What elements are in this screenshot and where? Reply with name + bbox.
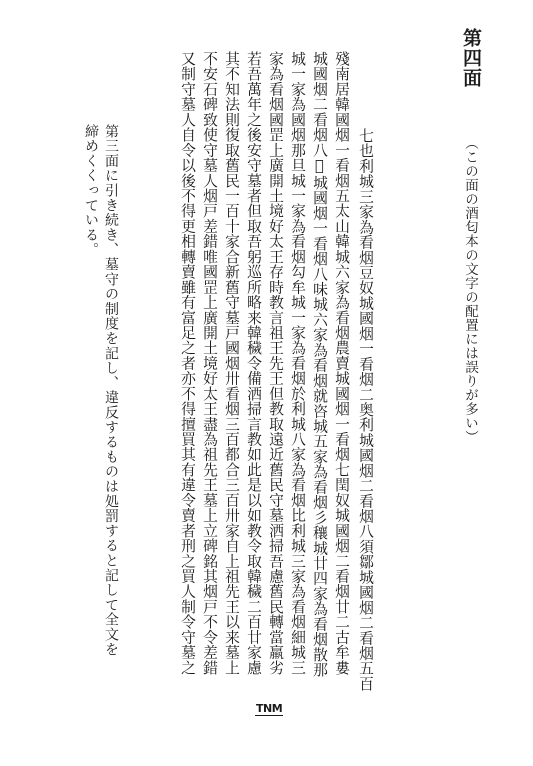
page-heading: 第四面 — [460, 28, 482, 88]
inscription-column: 七也利城三家為看烟豆奴城國烟一看烟二奥利城國烟二看烟八須鄒城國烟二看烟五百 — [357, 128, 374, 692]
inscription-column: 不安石碑致使守墓人烟戸差錯唯國罡上廣開土境好太王盡為祖先王墓上立碑銘其烟戸不令差錯 — [201, 51, 218, 676]
inscription-column: 城國烟二看烟八𤬲城國烟一看烟八味城六家為看烟就咨城五家為看烟彡穰城廿四家為看烟散那 — [311, 51, 328, 678]
inscription-column: 家為看烟國罡上廣開土境好太王存時教言祖王先王但教取遠近舊民守墓洒掃吾慮舊民轉當羸劣 — [267, 51, 284, 676]
inscription-column: 若吾萬年之後安守墓者但取吾躬巡所略来韓穢令備洒掃言教如此是以如教令取韓穢二百廿家慮 — [245, 51, 262, 676]
inscription-column: 其不知法則復取舊民一百十家合新舊守墓戸國烟卅看烟三百都合三百卅家自上祖先王以来墓上 — [223, 51, 240, 676]
footer-mark: TNM — [256, 702, 283, 715]
inscription-column: 又制守墓人自令以後不得更相轉賣雖有富足之者亦不得擅買其有違令賣者刑之買人制令守墓之 — [179, 51, 196, 676]
commentary-line: 締めくくっている。 — [83, 124, 99, 258]
inscription-column: 城一家為國烟那旦城一家為看烟勾牟城一家為看烟於利城八家為看烟比利城三家為看烟細城三 — [289, 51, 306, 676]
inscription-column: 殘南居韓國烟一看烟五太山韓城六家為看烟農賣城國烟一看烟七閏奴城國烟二看烟廿二古牟婁 — [333, 51, 350, 676]
commentary-line: 第三面に引き続き、墓守の制度を記し、違反するものは処罰すると記して全文を — [103, 124, 119, 657]
page-subheading: （この面の酒匂本の文字の配置には誤りが多い） — [462, 136, 478, 444]
